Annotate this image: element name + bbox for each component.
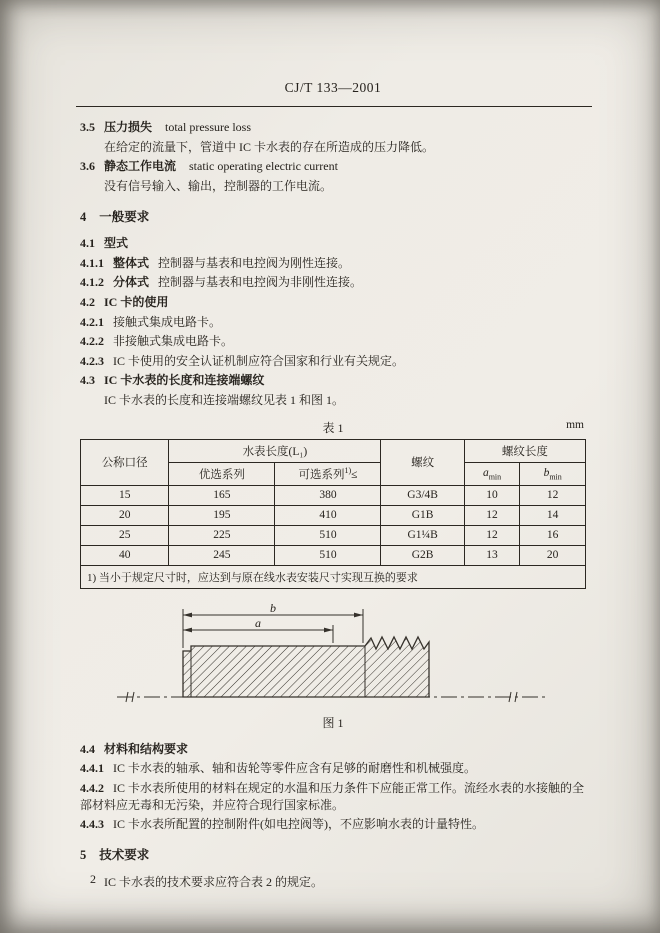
clause-term: 型式 [104,236,129,251]
term-3-6-definition: 没有信号输入、输出，控制器的工作电流。 [104,178,333,193]
term-3-5-definition: 在给定的流量下，管道中 IC 卡水表的存在所造成的压力降低。 [104,139,435,154]
table1-unit: mm [566,418,584,431]
clause-text: IC 卡水表所使用的材料在规定的水温和压力条件下应能正常工作。流经水表的水接触的全部材料应无毒和无污染，并应符合现行国家标准。 [80,780,585,812]
clause-number: 4.4.3 [80,817,104,832]
clause-text: 接触式集成电路卡。 [113,314,222,329]
page-number: 2 [90,872,96,886]
table-cell: 195 [169,505,275,525]
clause-4-4 [80,741,586,758]
dimension-label-b: b [270,600,276,615]
table-row [81,545,586,565]
table-cell: 40 [81,545,169,565]
doc-number: CJ/T 133—2001 [284,80,382,95]
a-subscript: min [488,471,502,481]
table-cell: 20 [520,545,586,565]
clause-number: 4.3 [80,373,95,388]
clause-term: 整体式 [113,255,150,270]
clause-4-1-2 [80,274,586,291]
table1-caption: 表 1 [322,420,344,435]
header-rule [76,106,592,107]
clause-4-2 [80,294,586,311]
clause-number: 4.2.3 [80,353,104,368]
table1-header-row-1 [81,439,586,462]
table-cell: 12 [464,525,520,545]
table-cell: 12 [520,485,586,505]
term-en: static operating electric current [189,159,338,174]
term-3-5 [80,119,586,136]
table-cell: 20 [81,505,169,525]
table-row [81,505,586,525]
clause-number: 4.4.1 [80,761,104,776]
arrowhead [354,612,363,617]
clause-number: 4.4 [80,741,95,756]
figure1-drawing [113,601,553,711]
table-row [81,485,586,505]
section-number: 5 [80,848,87,863]
term-zh: 压力损失 [104,120,153,134]
table-cell: 165 [169,485,275,505]
clause-text: IC 卡使用的安全认证机制应符合国家和行业有关规定。 [113,353,405,368]
table-cell: 225 [169,525,275,545]
table1 [80,439,586,589]
clause-4-2-3 [80,353,586,370]
table-cell: 245 [169,545,275,565]
table-cell: 510 [275,525,381,545]
clause-text: 控制器与基表和电控阀为非刚性连接。 [158,275,363,290]
section-5-text: IC 卡水表的技术要求应符合表 2 的规定。 [104,875,324,890]
term-number: 3.5 [80,120,95,134]
table-cell: 10 [464,485,520,505]
clause-4-4-1 [80,760,586,777]
table-cell: 410 [275,505,381,525]
col-length-group: 水表长度(L₁) [169,439,381,462]
clause-4-4-2 [80,780,586,814]
arrowhead [183,627,192,632]
clause-number: 4.2.1 [80,314,104,329]
clause-term: IC 卡水表的长度和连接端螺纹 [104,373,265,388]
table-cell: G2B [381,545,464,565]
clause-4-2-2 [80,333,586,350]
col-dn: 公称口径 [81,439,169,485]
figure1-caption: 图 1 [322,715,344,730]
col-thread: 螺纹 [381,439,464,485]
col-a-min [464,462,520,485]
arrowhead [183,612,192,617]
col-optional [275,462,381,485]
table-footnote-row [81,565,586,588]
table-cell: 510 [275,545,381,565]
clause-4-1 [80,235,586,252]
clause-number: 4.4.2 [80,780,104,795]
col-b-min [520,462,586,485]
table-cell: 13 [464,545,520,565]
term-zh: 静态工作电流 [104,159,177,174]
clause-4-3 [80,372,586,389]
table1-caption-row [80,419,586,436]
table1-footnote: 1) 当小于规定尺寸时，应达到与原在线水表安装尺寸实现互换的要求 [81,565,586,588]
clause-4-1-1 [80,255,586,272]
section-number: 4 [80,209,87,224]
section-title: 技术要求 [99,848,150,863]
clause-number: 4.1 [80,236,95,251]
clause-number: 4.2 [80,294,95,309]
table-cell: 14 [520,505,586,525]
section-4-heading [80,209,586,227]
clause-4-2-1 [80,314,586,331]
term-en: total pressure loss [165,120,252,134]
clause-4-4-3 [80,816,586,833]
footnote-ref: 1) [344,465,352,475]
table-cell: G1¼B [381,525,464,545]
b-subscript: min [549,471,562,481]
col-thread-length-group: 螺纹长度 [464,439,585,462]
table-cell: 15 [81,485,169,505]
table-cell: 12 [464,505,520,525]
table-cell: 16 [520,525,586,545]
figure1 [80,601,586,732]
b-symbol: b [543,466,550,479]
table-cell: 380 [275,485,381,505]
col-preferred: 优选系列 [169,462,275,485]
clause-number: 4.2.2 [80,334,104,349]
clause-number: 4.1.1 [80,255,104,270]
clause-term: 分体式 [113,275,150,290]
clause-text: IC 卡水表的轴承、轴和齿轮等零件应含有足够的耐磨性和机械强度。 [113,761,477,776]
clause-term: IC 卡的使用 [104,294,169,309]
section-title: 一般要求 [99,209,150,224]
table-cell: G3/4B [381,485,464,505]
clause-text: IC 卡水表所配置的控制附件(如电控阀等)，不应影响水表的计量特性。 [113,817,484,832]
clause-4-3-intro: IC 卡水表的长度和连接端螺纹见表 1 和图 1。 [104,392,345,407]
doc-header [80,80,586,96]
table-cell: 25 [81,525,169,545]
dimension-label-a: a [255,615,261,630]
clause-text: 非接触式集成电路卡。 [113,334,234,349]
arrowhead [324,627,333,632]
section-5-heading [80,847,586,865]
meter-body-section [183,637,429,697]
table-row [81,525,586,545]
clause-text: 控制器与基表和电控阀为刚性连接。 [158,255,351,270]
term-number: 3.6 [80,159,95,174]
section-4-4 [80,741,586,834]
clause-number: 4.1.2 [80,275,104,290]
lte-symbol: ≤ [351,468,358,481]
col-optional-label: 可选系列 [298,468,345,481]
a-symbol: a [482,466,489,479]
term-3-6 [80,158,586,175]
clause-term: 材料和结构要求 [104,741,189,756]
table-cell: G1B [381,505,464,525]
